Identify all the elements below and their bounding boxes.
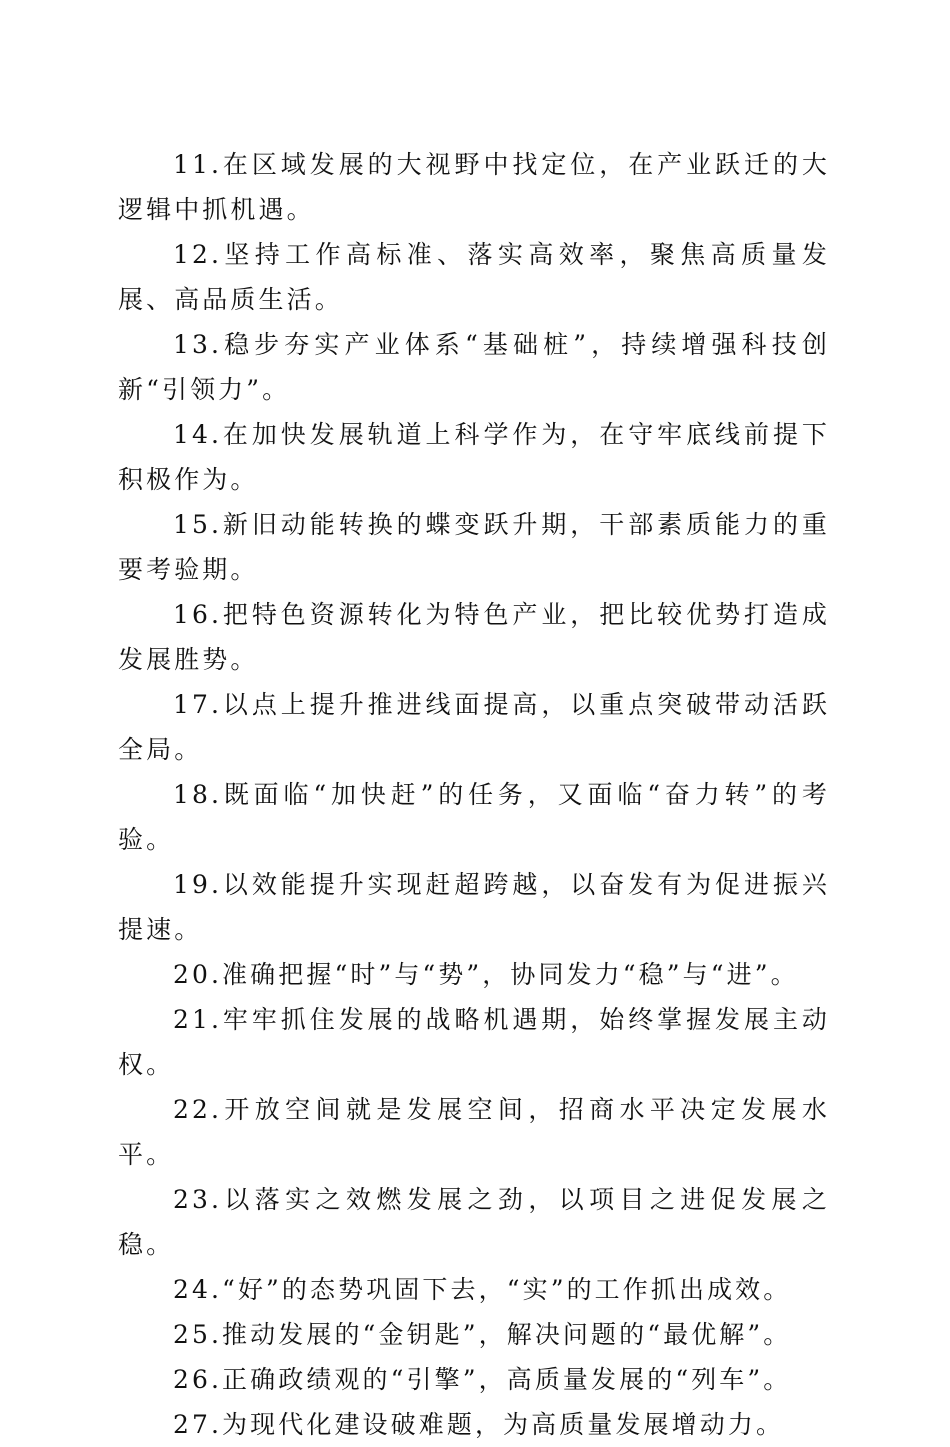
list-item: 14.在加快发展轨道上科学作为，在守牢底线前提下积极作为。 <box>118 420 830 494</box>
list-item: 17.以点上提升推进线面提高，以重点突破带动活跃全局。 <box>118 690 830 764</box>
list-item: 22.开放空间就是发展空间，招商水平决定发展水平。 <box>118 1095 830 1169</box>
list-item: 12.坚持工作高标准、落实高效率，聚焦高质量发展、高品质生活。 <box>118 240 830 314</box>
list-item: 18.既面临“加快赶”的任务，又面临“奋力转”的考验。 <box>118 780 830 854</box>
list-item: 23.以落实之效燃发展之劲，以项目之进促发展之稳。 <box>118 1185 830 1259</box>
list-item: 21.牢牢抓住发展的战略机遇期，始终掌握发展主动权。 <box>118 1005 830 1079</box>
list-item: 13.稳步夯实产业体系“基础桩”，持续增强科技创新“引领力”。 <box>118 330 830 404</box>
list-item: 19.以效能提升实现赶超跨越，以奋发有为促进振兴提速。 <box>118 870 830 944</box>
document-body <box>118 142 830 1447</box>
list-item: 16.把特色资源转化为特色产业，把比较优势打造成发展胜势。 <box>118 600 830 674</box>
list-item: 26.正确政绩观的“引擎”，高质量发展的“列车”。 <box>173 1365 792 1394</box>
list-item: 11.在区域发展的大视野中找定位，在产业跃迁的大逻辑中抓机遇。 <box>118 150 830 224</box>
list-item: 15.新旧动能转换的蝶变跃升期，干部素质能力的重要考验期。 <box>118 510 830 584</box>
list-item: 27.为现代化建设破难题，为高质量发展增动力。 <box>173 1410 785 1439</box>
list-item: 20.准确把握“时”与“势”，协同发力“稳”与“进”。 <box>173 960 799 989</box>
list-item: 25.推动发展的“金钥匙”，解决问题的“最优解”。 <box>173 1320 792 1349</box>
list-item: 24.“好”的态势巩固下去，“实”的工作抓出成效。 <box>173 1275 792 1304</box>
